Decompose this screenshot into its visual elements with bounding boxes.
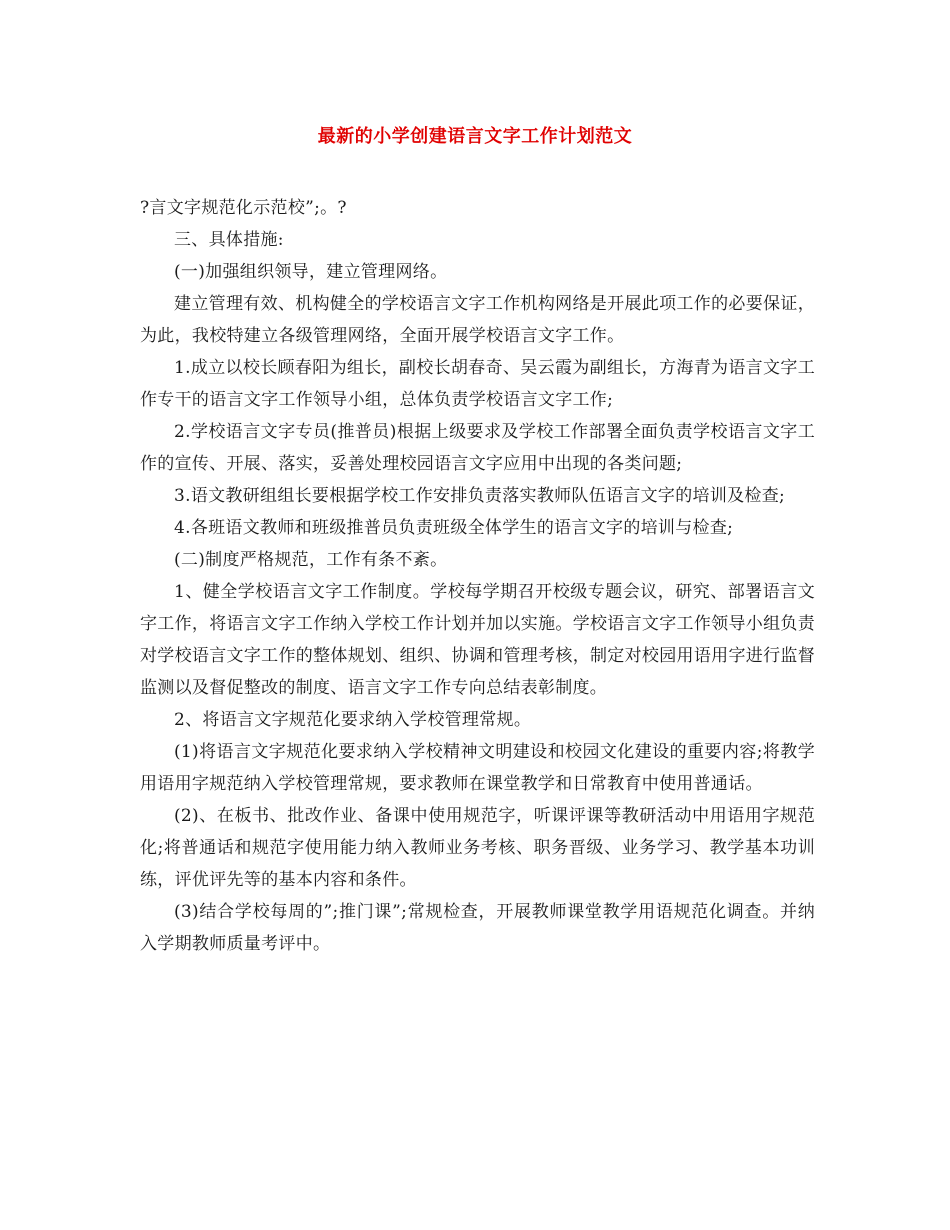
section-heading: 三、具体措施:	[174, 230, 284, 250]
document-title: 最新的小学创建语言文字工作计划范文	[317, 126, 633, 147]
paragraph: 建立管理有效、机构健全的学校语言文字工作机构网络是开展此项工作的必要保证，为此，我校特建立各级管理网络，全面开展学校语言文字工作。	[140, 294, 815, 346]
document-body	[140, 192, 815, 960]
paragraph: 1、健全学校语言文字工作制度。学校每学期召开校级专题会议，研究、部署语言文字工作，将语言文字工作纳入学校工作计划并加以实施。学校语言文字工作领导小组负责对学校语言文字工作的整体规划、组织、协调和管理考核，制定对校园用语用字进行监督监测以及督促整改的制度、语言文字工作专向总结表彰制度。	[140, 582, 815, 698]
list-item: (1)将语言文字规范化要求纳入学校精神文明建设和校园文化建设的重要内容;将教学用语用字规范纳入学校管理常规，要求教师在课堂教学和日常教育中使用普通话。	[140, 742, 815, 794]
subsection-heading: (一)加强组织领导，建立管理网络。	[174, 262, 448, 282]
list-item: (3)结合学校每周的”;推门课”;常规检查，开展教师课堂教学用语规范化调查。并纳入学期教师质量考评中。	[140, 902, 815, 954]
paragraph: 2、将语言文字规范化要求纳入学校管理常规。	[174, 710, 532, 730]
list-item: 3.语文教研组组长要根据学校工作安排负责落实教师队伍语言文字的培训及检查;	[174, 486, 786, 506]
list-item: 1.成立以校长顾春阳为组长，副校长胡春奇、吴云霞为副组长，方海青为语言文字工作专干的语言文字工作领导小组，总体负责学校语言文字工作;	[140, 358, 815, 410]
paragraph: ?言文字规范化示范校”;。?	[140, 198, 347, 218]
list-item: (2)、在板书、批改作业、备课中使用规范字，听课评课等教研活动中用语用字规范化;将普通话和规范字使用能力纳入教师业务考核、职务晋级、业务学习、教学基本功训练，评优评先等的基本内容和条件。	[140, 806, 815, 890]
list-item: 4.各班语文教师和班级推普员负责班级全体学生的语言文字的培训与检查;	[174, 518, 734, 538]
list-item: 2.学校语言文字专员(推普员)根据上级要求及学校工作部署全面负责学校语言文字工作的宣传、开展、落实，妥善处理校园语言文字应用中出现的各类问题;	[140, 422, 815, 474]
subsection-heading: (二)制度严格规范，工作有条不紊。	[174, 550, 448, 570]
